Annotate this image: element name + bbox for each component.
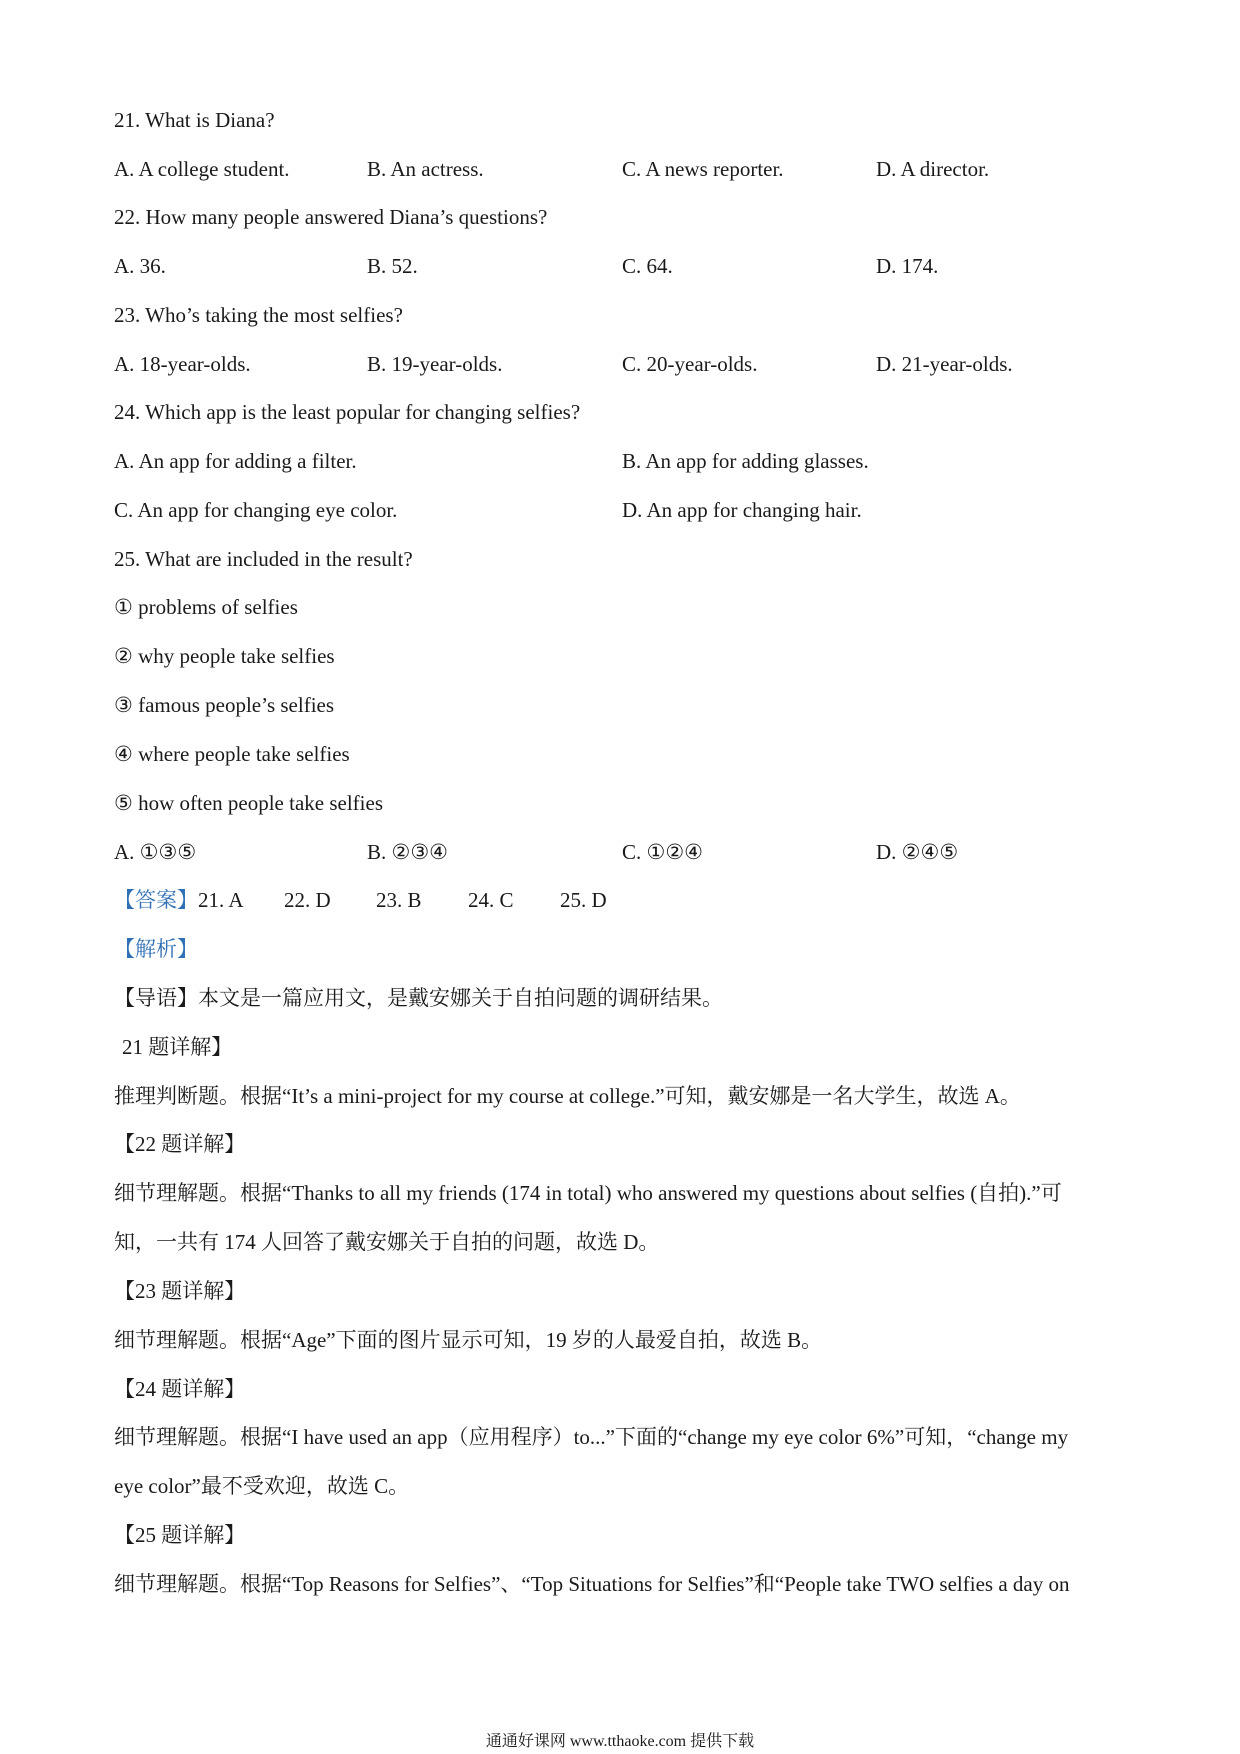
- detail-22-line-2: 知，一共有 174 人回答了戴安娜关于自拍的问题，故选 D。: [114, 1230, 660, 1254]
- detail-24-heading: 【24 题详解】: [114, 1377, 246, 1401]
- question-25-item-1: ① problems of selfies: [114, 595, 298, 619]
- detail-25-line-1: 细节理解题。根据“Top Reasons for Selfies”、“Top Situations for Selfies”和“People take TWO selfies a day on: [114, 1572, 1070, 1596]
- detail-21-heading: 21 题详解】: [122, 1035, 233, 1059]
- question-25-item-2: ② why people take selfies: [114, 644, 335, 668]
- question-22-option-c: C. 64.: [622, 254, 673, 278]
- detail-24-line-2: eye color”最不受欢迎，故选 C。: [114, 1474, 410, 1498]
- intro-line: 【导语】本文是一篇应用文，是戴安娜关于自拍问题的调研结果。: [114, 986, 723, 1010]
- answer-23: 23. B: [376, 888, 422, 912]
- detail-21-line-1: 推理判断题。根据“It’s a mini-project for my course at college.”可知，戴安娜是一名大学生，故选 A。: [114, 1084, 1021, 1108]
- question-25-option-c: C. ①②④: [622, 840, 703, 864]
- question-21-option-c: C. A news reporter.: [622, 157, 784, 181]
- question-21-option-a: A. A college student.: [114, 157, 290, 181]
- question-23-option-d: D. 21-year-olds.: [876, 352, 1013, 376]
- analysis-label: 【解析】: [114, 937, 198, 961]
- detail-23-heading: 【23 题详解】: [114, 1279, 246, 1303]
- detail-24-line-1: 细节理解题。根据“I have used an app（应用程序）to...”下面的“change my eye color 6%”可知，“change my: [114, 1425, 1069, 1449]
- answer-21: 21. A: [198, 888, 244, 912]
- question-24-option-a: A. An app for adding a filter.: [114, 449, 357, 473]
- detail-25-heading: 【25 题详解】: [114, 1523, 246, 1547]
- question-25-option-b: B. ②③④: [367, 840, 448, 864]
- question-25-option-d: D. ②④⑤: [876, 840, 959, 864]
- answer-label: 【答案】: [114, 888, 198, 912]
- answer-24: 24. C: [468, 888, 514, 912]
- question-21-option-b: B. An actress.: [367, 157, 484, 181]
- question-25-option-a: A. ①③⑤: [114, 840, 197, 864]
- question-24-option-d: D. An app for changing hair.: [622, 498, 862, 522]
- detail-22-heading: 【22 题详解】: [114, 1132, 246, 1156]
- question-21-stem: 21. What is Diana?: [114, 108, 275, 132]
- page-footer: 通通好课网 www.tthaoke.com 提供下载: [485, 1733, 755, 1750]
- question-24-option-c: C. An app for changing eye color.: [114, 498, 398, 522]
- question-25-item-3: ③ famous people’s selfies: [114, 693, 335, 717]
- question-25-item-4: ④ where people take selfies: [114, 742, 350, 766]
- detail-22-line-1: 细节理解题。根据“Thanks to all my friends (174 in total) who answered my questions about selfies (自拍).”可: [114, 1181, 1062, 1205]
- detail-23-line-1: 细节理解题。根据“Age”下面的图片显示可知，19 岁的人最爱自拍，故选 B。: [114, 1328, 823, 1352]
- question-24-option-b: B. An app for adding glasses.: [622, 449, 869, 473]
- question-22-option-a: A. 36.: [114, 254, 166, 278]
- question-22-option-d: D. 174.: [876, 254, 939, 278]
- question-23-option-b: B. 19-year-olds.: [367, 352, 503, 376]
- answer-line: [114, 886, 607, 914]
- answer-25: 25. D: [560, 888, 607, 912]
- question-25-stem: 25. What are included in the result?: [114, 547, 413, 571]
- question-23-option-c: C. 20-year-olds.: [622, 352, 758, 376]
- question-22-stem: 22. How many people answered Diana’s questions?: [114, 205, 548, 229]
- question-23-stem: 23. Who’s taking the most selfies?: [114, 303, 403, 327]
- question-22-option-b: B. 52.: [367, 254, 418, 278]
- question-24-stem: 24. Which app is the least popular for changing selfies?: [114, 400, 581, 424]
- question-25-item-5: ⑤ how often people take selfies: [114, 791, 383, 815]
- answer-22: 22. D: [284, 888, 331, 912]
- question-21-option-d: D. A director.: [876, 157, 990, 181]
- question-23-option-a: A. 18-year-olds.: [114, 352, 251, 376]
